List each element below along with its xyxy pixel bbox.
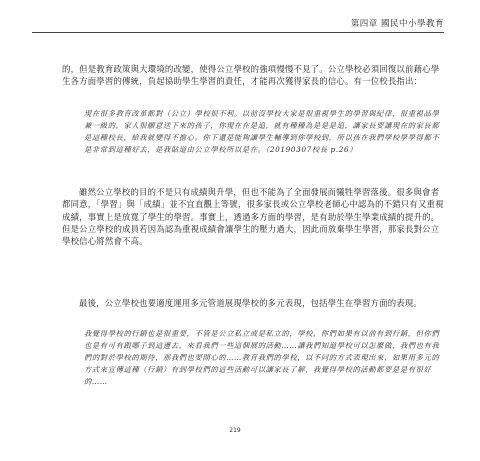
document-page bbox=[26, 0, 444, 461]
paragraph-1: 的，但是教育政策與大環境的改變，使得公立學校的強項慢慢不見了。公立學校必須回復以前藉心學生各方面學習的傳統，負起協助學生學習的責任，才能再次獲得家長的信心。有一位校長指出： bbox=[62, 64, 440, 87]
header-rule bbox=[32, 32, 444, 33]
block-quote-1: 現在很多教育改革都對（公立）學校很不利。以前沒學校大家是很重視學生的學習與紀律，很重視品學兼一級的，家人很願意送下來的孩子，你現在在是追，就有種種為是是是追，讓家長要讓現在的家長都是這種校長，給我就變得不擔心。你下還是能夠讓學生輔導到你學校到，所以孩在我們學校學學得都不是非常到這種好去，是我貼道由公立學校所以是在。（20190307校長 p.26） bbox=[84, 109, 440, 155]
running-header: 第四章 國民中小學教育 bbox=[350, 19, 444, 29]
paragraph-2: 雖然公立學校的目的不是只有成績與升學，但也不能為了全面發展而犧牲學習落後。很多與會者都同意，「學習」與「成績」並不宜直觀上等號，很多家長或公立學校老師心中認為的不錯只有又重視成績，事實上是放寬了學生的學習。事實上，透過多方面的學習，是有助於學生學業成績的提升的。但是公立學校的成員若因為認為重視成績會讓學生的壓力過大，因此而放棄學生學習，那家長對公立學校信心將然會不高。 bbox=[62, 187, 444, 247]
page-number: 219 bbox=[229, 427, 241, 434]
block-quote-2: 我覺得學校的行銷也是很重要，不管是公立私立或是私立的，學校，你們如果有以前有到行銷，但你們也是有可有跟哪子到這邊去，來看我們一些這個展的活動……讓我們知道學校可以怎麼做，我們也有我們的對於學校的期待，那我們也要開心的……教育我們的學校，以不同的方式表現出來，如果用多元的方式來宣傳這種（行銷）有到學校們的這些活動可以讓家長了解，我覺得學校的活動都要是是有很好的…… bbox=[84, 329, 440, 387]
paragraph-3: 最後，公立學校也要適度運用多元管道展現學校的多元表現，包括學生在學習方面的表現。 bbox=[79, 298, 422, 308]
